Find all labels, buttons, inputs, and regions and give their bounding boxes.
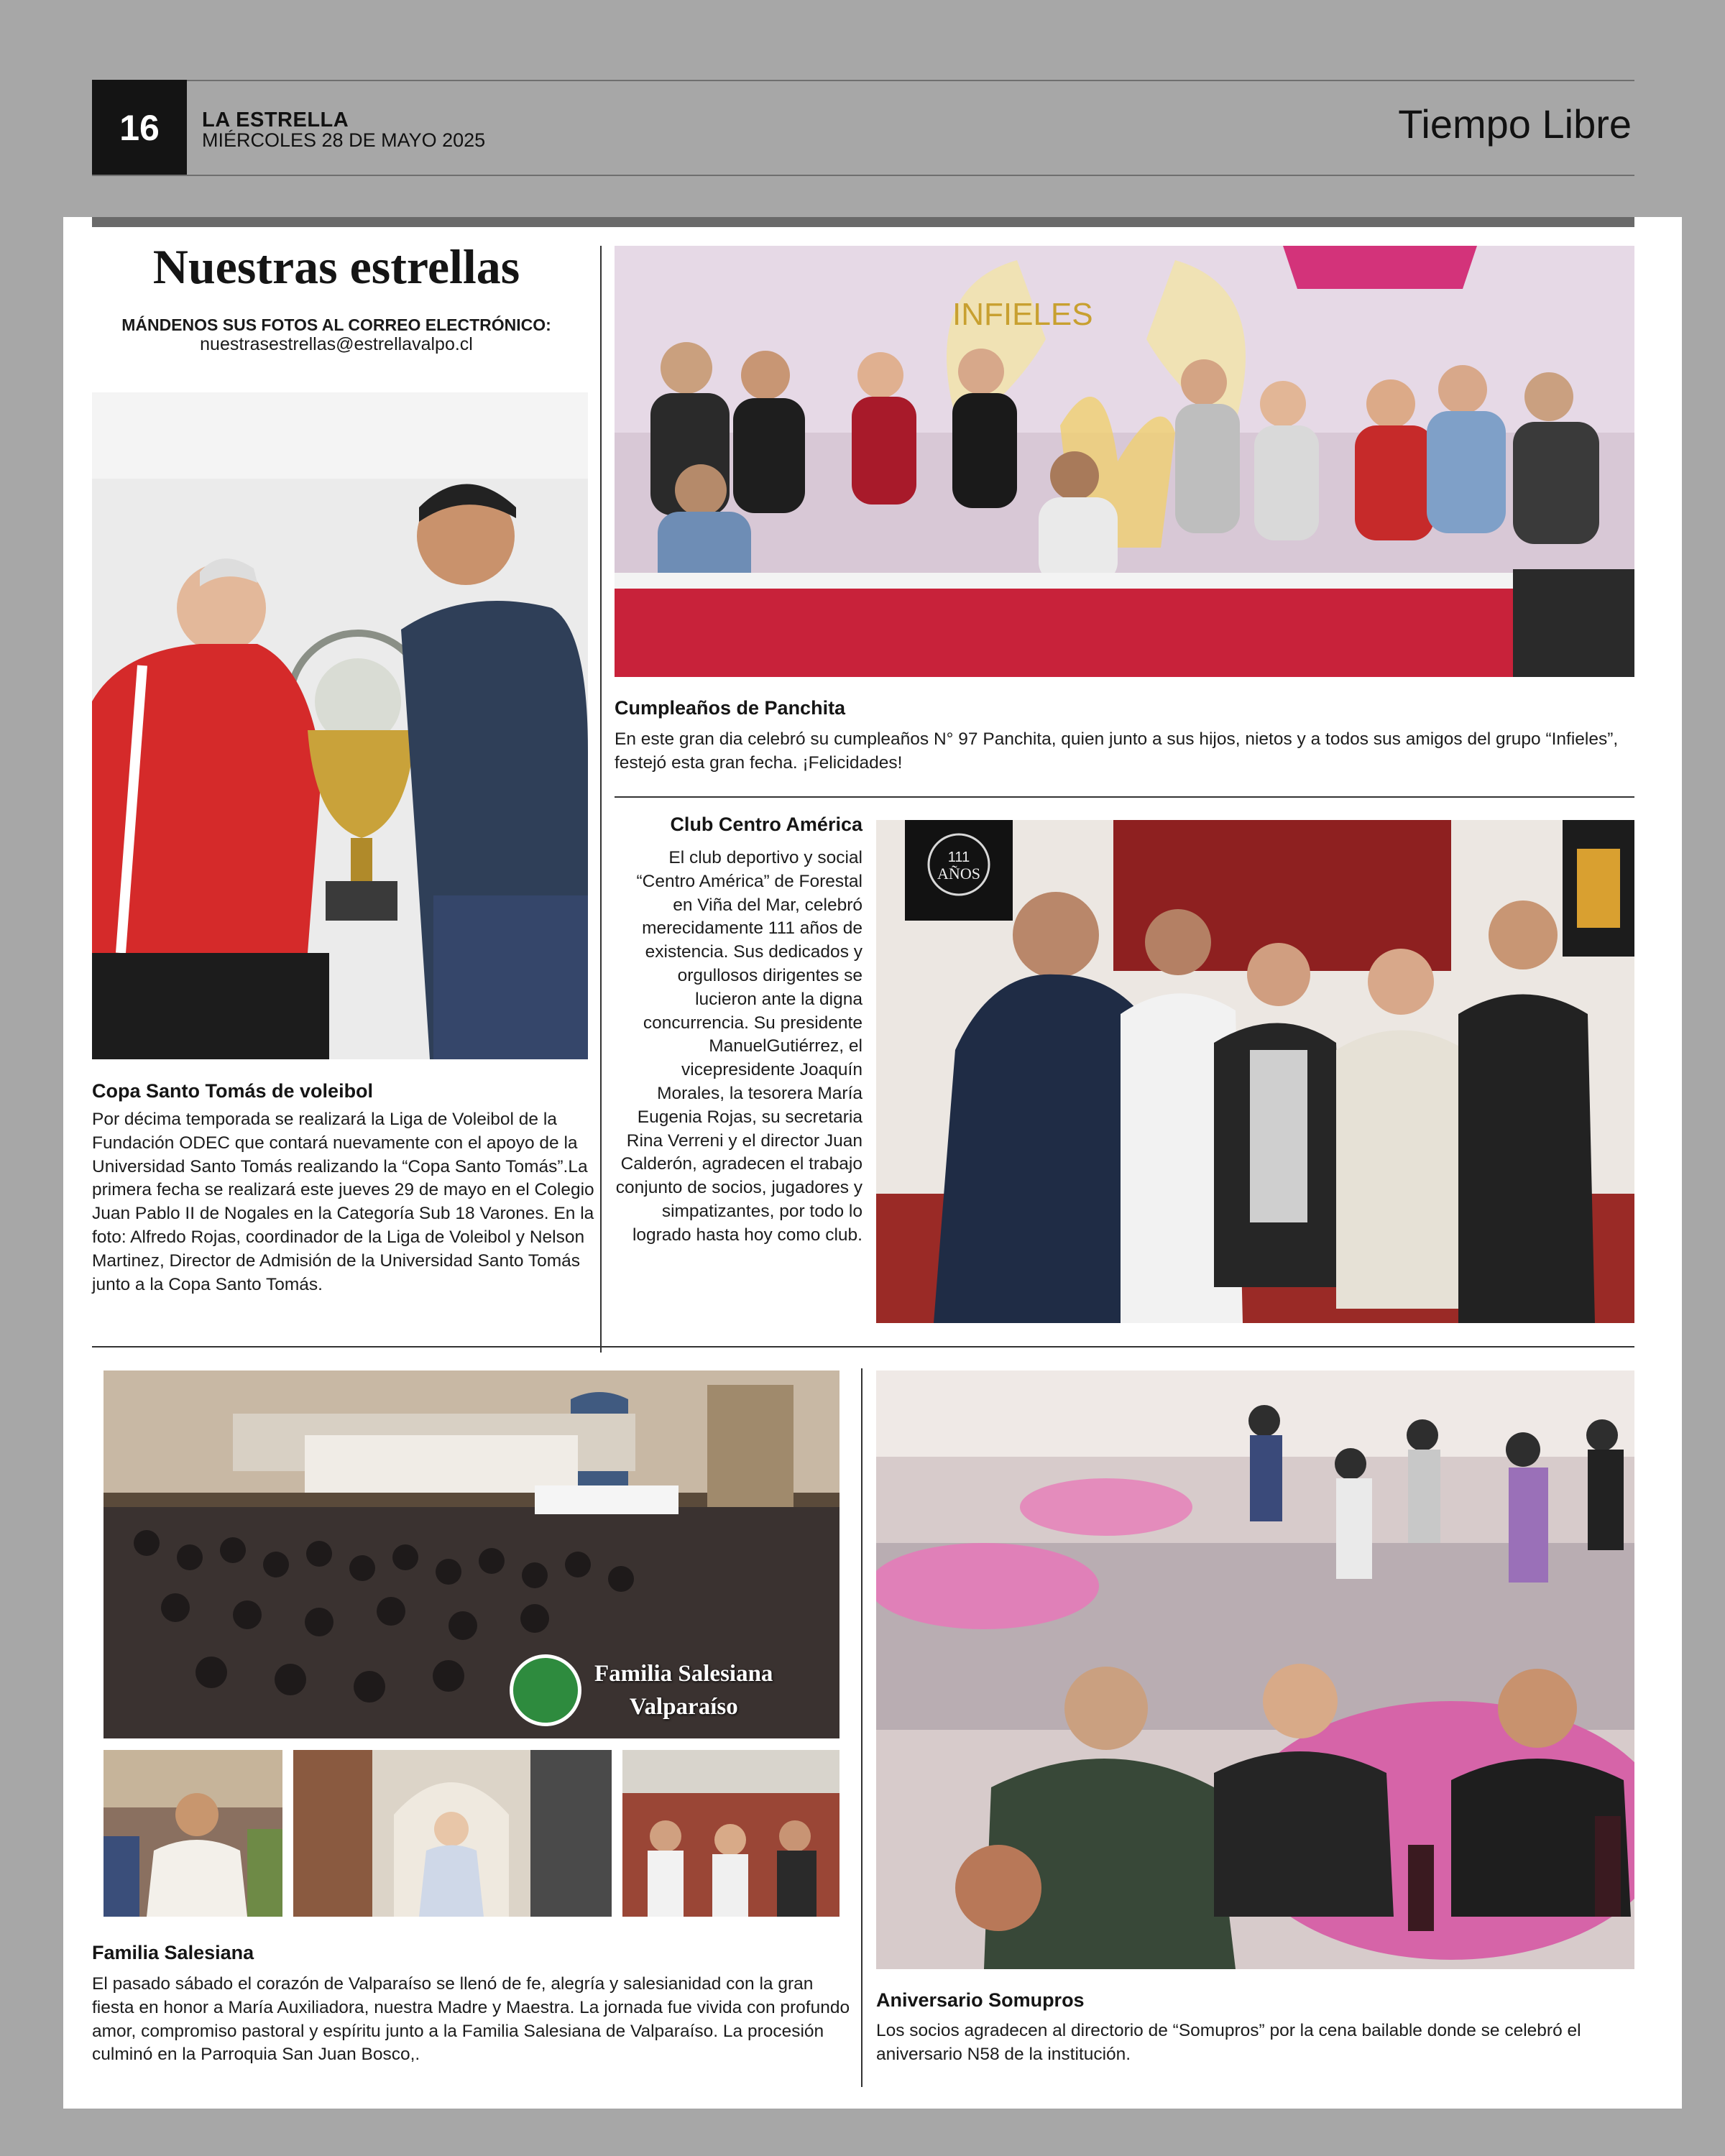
page-number: 16 — [92, 80, 187, 176]
salesiana-logo-badge — [510, 1654, 773, 1726]
infieles-sign: INFIELES — [952, 297, 1093, 332]
cumpleanos-photo — [615, 246, 1634, 677]
club-badge-number: 111 — [947, 849, 970, 865]
top-gray-bar — [92, 217, 1634, 227]
mail-label: MÁNDENOS SUS FOTOS AL CORREO ELECTRÓNICO: — [121, 315, 551, 334]
club-body: El club deportivo y social “Centro América” de Forestal en Viña del Mar, celebró merecidamente 111 años de existencia. Sus dedicados y orgullosos dirigentes se lucieron ante la digna concurrencia. Su presidente ManuelGutiérrez, el vicepresidente Joaquín Morales, la tesorera María Eugenia Rojas, su secretaria Rina Verreni y el director Juan Calderón, agradecen el trabajo conjunto de socios, jugadores y simpatizantes, por todo lo logrado hasta hoy como club. — [615, 848, 862, 1245]
cumpleanos-title: Cumpleaños de Panchita — [615, 697, 846, 719]
newspaper-name: LA ESTRELLA — [202, 109, 349, 132]
cumpleanos-body: En este gran dia celebró su cumpleaños N° 97 Panchita, quien junto a sus hijos, nietos y a todos sus amigos del grupo “Infieles”, festejó esta gran fecha. ¡Felicidades! — [615, 729, 1619, 773]
club-title: Club Centro América — [670, 814, 862, 835]
somupros-title: Aniversario Somupros — [876, 1989, 1085, 2011]
header-rule-bottom — [92, 175, 1634, 176]
somupros-photo — [876, 1370, 1634, 1969]
salesiana-main-photo — [104, 1370, 840, 1738]
page-title: Nuestras estrellas — [152, 239, 520, 294]
edition-date: MIÉRCOLES 28 DE MAYO 2025 — [202, 129, 486, 151]
salesiana-body: El pasado sábado el corazón de Valparaíso se llenó de fe, alegría y salesianidad con la gran fiesta en honor a María Auxiliadora, nuestra Madre y Maestra. La jornada fue vivida con profundo amor, compromiso pastoral y espíritu junto a la Familia Salesiana de Valparaíso. La procesión culminó en la Parroquia San Juan Bosco,. — [92, 1974, 850, 2065]
salesiana-title: Familia Salesiana — [92, 1942, 254, 1963]
newspaper-page — [63, 217, 1682, 2109]
club-photo — [876, 820, 1634, 1323]
section-title: Tiempo Libre — [1398, 101, 1632, 147]
salesiana-overlay-line1: Familia Salesiana — [594, 1661, 773, 1687]
header-rule-top — [92, 80, 1634, 81]
copa-body: Por décima temporada se realizará la Liga de Voleibol de la Fundación ODEC que contará nuevamente con el apoyo de la Universidad Santo Tomás realizando la “Copa Santo Tomás”.La primera fecha se realizará este jueves 29 de mayo en el Colegio Juan Pablo II de Nogales en la Categoría Sub 18 Varones. En la foto: Alfredo Rojas, coordinador de la Liga de Voleibol y Nelson Martinez, Director de Admisión de la Universidad Santo Tomás junto a la Copa Santo Tomás. — [92, 1110, 594, 1294]
copa-photo — [92, 392, 588, 1059]
row-divider-middle — [92, 1346, 1634, 1348]
column-divider — [600, 246, 602, 1353]
salesiana-priest-photo — [104, 1750, 282, 1917]
mail-address: nuestrasestrellas@estrellavalpo.cl — [200, 334, 473, 354]
salesiana-clergy-photo — [622, 1750, 840, 1917]
row-divider-top — [615, 796, 1634, 798]
copa-title: Copa Santo Tomás de voleibol — [92, 1080, 374, 1102]
salesiana-tree-icon — [510, 1654, 581, 1726]
club-badge-word: AÑOS — [937, 865, 980, 883]
salesiana-statue-photo — [293, 1750, 612, 1917]
salesiana-overlay-line2: Valparaíso — [629, 1694, 738, 1720]
somupros-body: Los socios agradecen al directorio de “Somupros” por la cena bailable donde se celebró el aniversario N58 de la institución. — [876, 2021, 1581, 2064]
column-divider-bottom — [861, 1368, 862, 2087]
